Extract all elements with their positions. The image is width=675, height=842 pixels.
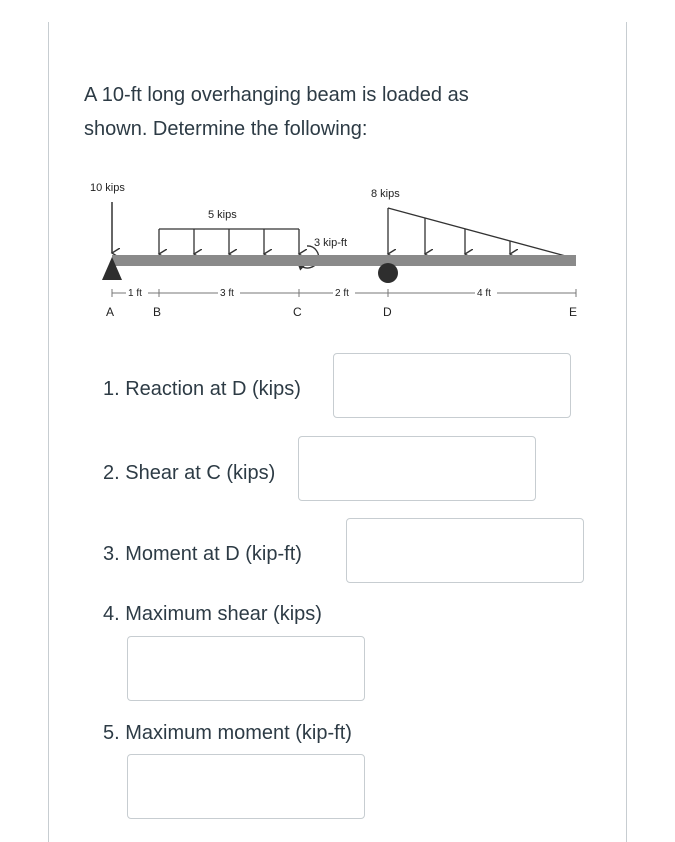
moment-d-input[interactable] bbox=[346, 518, 584, 583]
question-3-label: 3. Moment at D (kip-ft) bbox=[103, 543, 302, 565]
dim-de-label: 4 ft bbox=[477, 288, 491, 299]
point-c-label: C bbox=[293, 305, 302, 319]
dim-bc-label: 3 ft bbox=[220, 288, 234, 299]
question-2-label: 2. Shear at C (kips) bbox=[103, 462, 276, 484]
question-1-label: 1. Reaction at D (kips) bbox=[103, 378, 301, 400]
load-a-label: 10 kips bbox=[90, 182, 125, 194]
shear-c-input[interactable] bbox=[298, 436, 536, 501]
beam-diagram bbox=[0, 0, 675, 340]
question-line-2: shown. Determine the following: bbox=[84, 118, 368, 140]
point-d-label: D bbox=[383, 305, 392, 319]
load-de-label: 8 kips bbox=[371, 188, 400, 200]
dim-ab-label: 1 ft bbox=[128, 288, 142, 299]
point-e-label: E bbox=[569, 305, 578, 319]
load-bc-label: 5 kips bbox=[208, 209, 237, 221]
question-line-1: A 10-ft long overhanging beam is loaded as bbox=[84, 84, 469, 106]
max-shear-input[interactable] bbox=[127, 636, 365, 701]
beam bbox=[112, 255, 576, 266]
point-b-label: B bbox=[153, 305, 162, 319]
question-5-label: 5. Maximum moment (kip-ft) bbox=[103, 722, 352, 744]
reaction-d-input[interactable] bbox=[333, 353, 571, 418]
moment-c-label: 3 kip-ft bbox=[314, 237, 348, 249]
roller-support-d bbox=[378, 263, 398, 283]
question-4-label: 4. Maximum shear (kips) bbox=[103, 603, 322, 625]
max-moment-input[interactable] bbox=[127, 754, 365, 819]
dim-cd-label: 2 ft bbox=[335, 288, 349, 299]
tri-load-slope bbox=[388, 208, 573, 258]
point-a-label: A bbox=[106, 305, 115, 319]
